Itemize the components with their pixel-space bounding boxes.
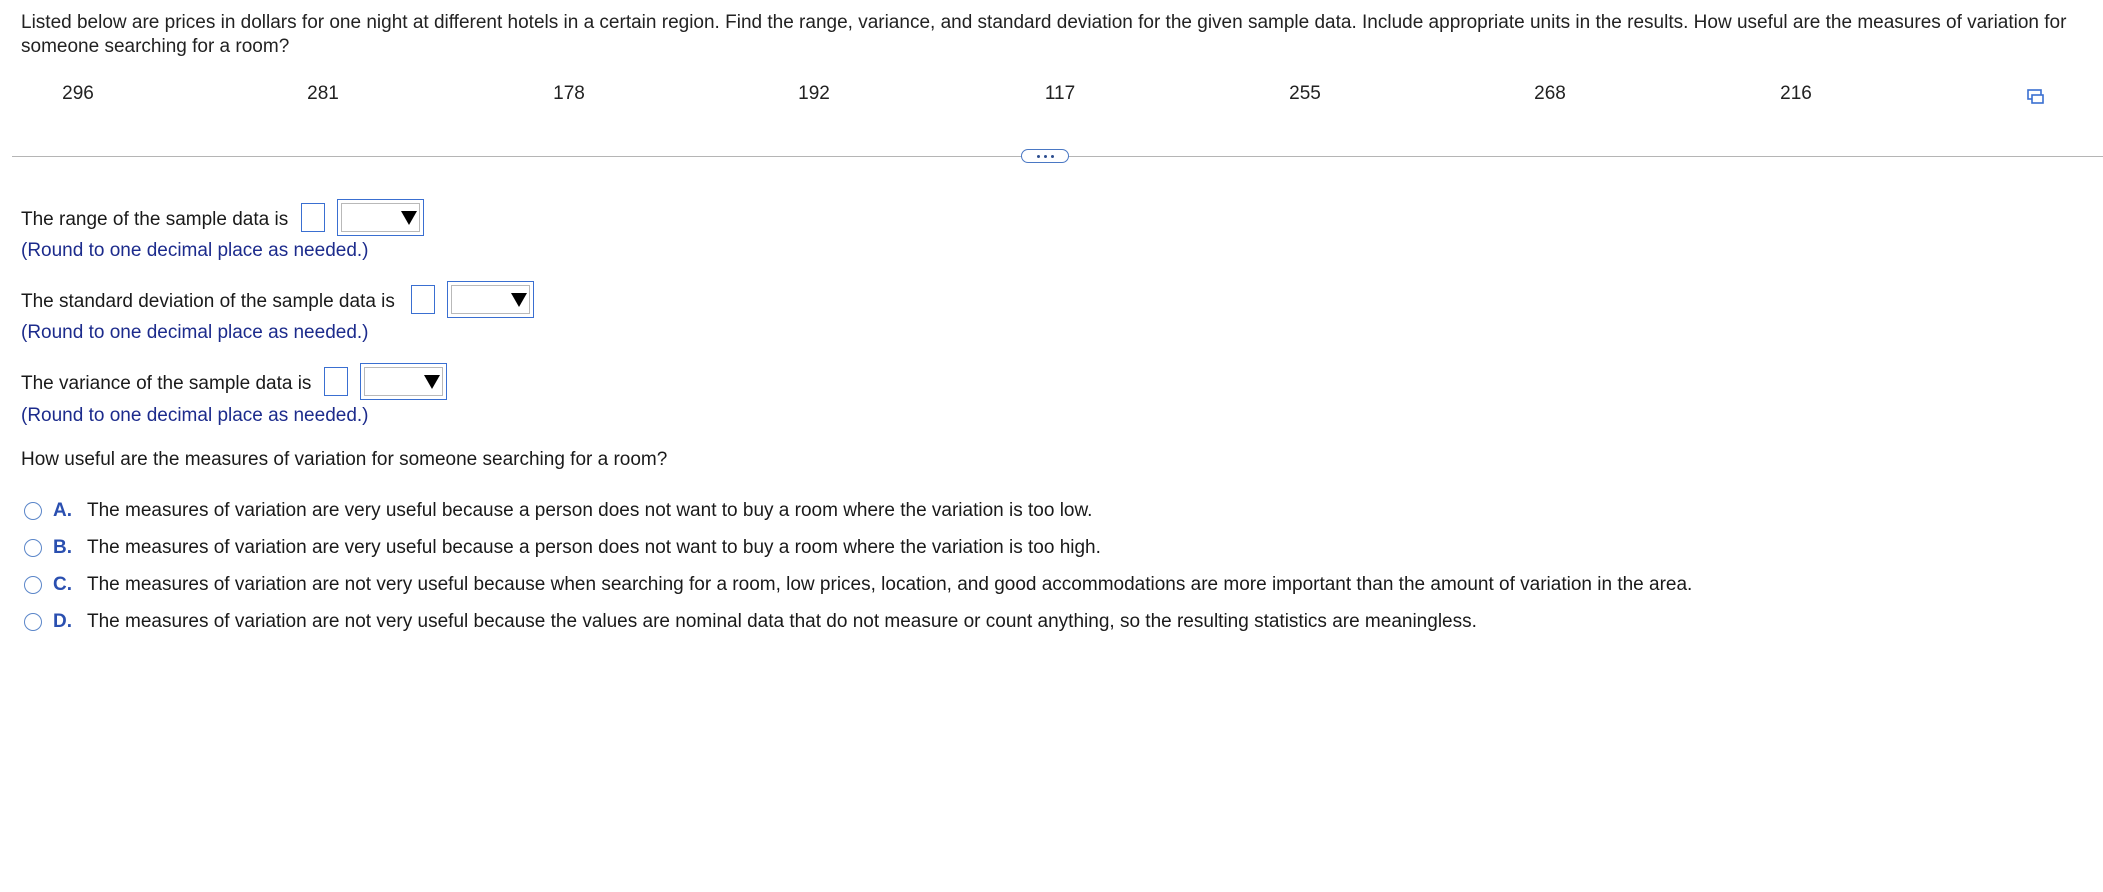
dropdown-arrow-icon: [511, 293, 527, 307]
std-dev-label: The standard deviation of the sample data is: [21, 291, 395, 312]
data-values-row: [0, 83, 2103, 109]
option-letter: C.: [53, 574, 72, 595]
variance-input[interactable]: [324, 367, 348, 396]
usefulness-prompt: How useful are the measures of variation for someone searching for a room?: [21, 449, 668, 470]
std-dev-hint: (Round to one decimal place as needed.): [21, 322, 369, 343]
range-label: The range of the sample data is: [21, 209, 289, 230]
expand-ellipsis-button[interactable]: [1021, 149, 1069, 163]
data-value: 178: [553, 83, 585, 104]
option-letter: A.: [53, 500, 72, 521]
ellipsis-dot: [1037, 155, 1040, 158]
variance-hint: (Round to one decimal place as needed.): [21, 405, 369, 426]
dropdown-arrow-icon: [424, 375, 440, 389]
variance-label: The variance of the sample data is: [21, 373, 312, 394]
range-unit-dropdown[interactable]: [337, 199, 424, 236]
option-text: The measures of variation are not very useful because the values are nominal data that do not measure or count anything, so the resulting statistics are meaningless.: [87, 611, 1477, 632]
radio-button[interactable]: [24, 576, 42, 594]
option-letter: D.: [53, 611, 72, 632]
variance-unit-dropdown[interactable]: [360, 363, 447, 400]
data-value: 192: [798, 83, 830, 104]
ellipsis-dot: [1051, 155, 1054, 158]
option-text: The measures of variation are very useful because a person does not want to buy a room where the variation is too high.: [87, 537, 1101, 558]
radio-button[interactable]: [24, 502, 42, 520]
data-value: 117: [1044, 83, 1076, 104]
data-value: 268: [1534, 83, 1566, 104]
copy-data-icon[interactable]: [2027, 87, 2045, 105]
ellipsis-dot: [1044, 155, 1047, 158]
dropdown-arrow-icon: [401, 211, 417, 225]
radio-button[interactable]: [24, 613, 42, 631]
radio-button[interactable]: [24, 539, 42, 557]
data-value: 296: [62, 83, 94, 104]
question-text: Listed below are prices in dollars for one night at different hotels in a certain region. Find the range, variance, and standard deviation for the given sample data. Include appropriate units in the results. How useful are the measures of variation for someone searching for a room?: [21, 12, 2067, 57]
std-dev-input[interactable]: [411, 285, 435, 314]
range-input[interactable]: [301, 203, 325, 232]
data-value: 216: [1780, 83, 1812, 104]
data-value: 255: [1289, 83, 1321, 104]
option-text: The measures of variation are not very useful because when searching for a room, low prices, location, and good accommodations are more important than the amount of variation in the area.: [87, 574, 1693, 595]
range-hint: (Round to one decimal place as needed.): [21, 240, 369, 261]
std-dev-unit-dropdown[interactable]: [447, 281, 534, 318]
option-letter: B.: [53, 537, 72, 558]
data-value: 281: [307, 83, 339, 104]
option-text: The measures of variation are very useful because a person does not want to buy a room where the variation is too low.: [87, 500, 1093, 521]
